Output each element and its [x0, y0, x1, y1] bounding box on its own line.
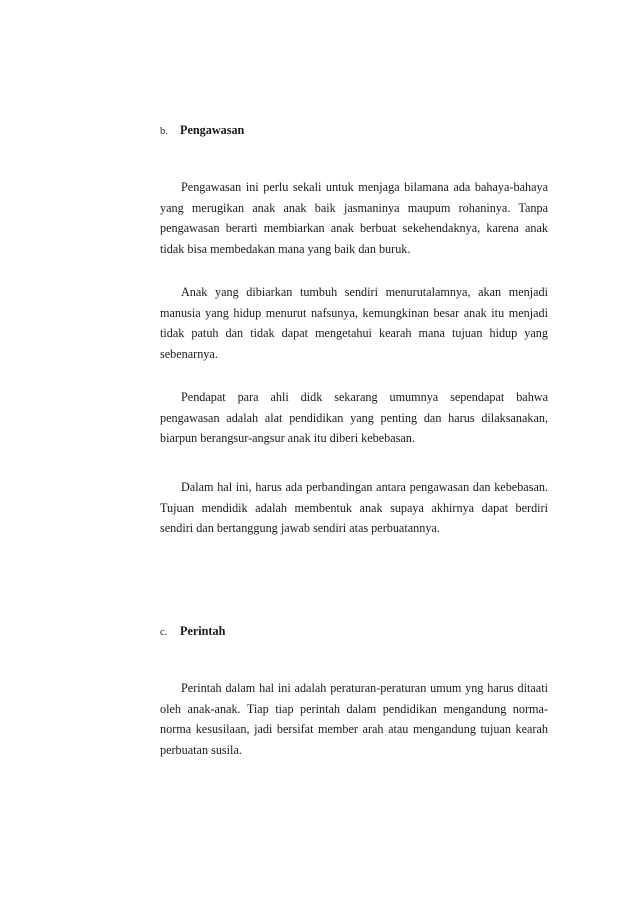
paragraph: Anak yang dibiarkan tumbuh sendiri menurutalamnya, akan menjadi manusia yang hidup menurut nafsunya, kemungkinan besar anak itu menjadi tidak patuh dan tidak dapat mengetahui kearah mana tujuan hidup yang sebenarnya.: [160, 285, 548, 361]
heading-b: [160, 122, 244, 140]
section-marker: b.: [160, 126, 168, 137]
section-title: Pengawasan: [180, 123, 245, 137]
paragraph: Perintah dalam hal ini adalah peraturan-peraturan umum yng harus ditaati oleh anak-anak. Tiap tiap perintah dalam pendidikan mengandung norma-norma kesusilaan, jadi bersifat member arah atau mengandung tujuan kearah perbuatan susila.: [160, 681, 548, 757]
paragraph: Dalam hal ini, harus ada perbandingan antara pengawasan dan kebebasan. Tujuan mendidik adalah membentuk anak supaya akhirnya dapat berdiri sendiri dan bertanggung jawab sendiri atas perbuatannya.: [160, 480, 548, 535]
section-marker: c.: [160, 627, 168, 638]
section-title: Perintah: [180, 624, 226, 638]
paragraph: Pengawasan ini perlu sekali untuk menjaga bilamana ada bahaya-bahaya yang merugikan anak anak baik jasmaninya maupum rohaninya. Tanpa pengawasan berarti membiarkan anak berbuat sekehendaknya, karena anak tidak bisa membedakan mana yang baik dan buruk.: [160, 180, 548, 256]
paragraph: Pendapat para ahli didk sekarang umumnya sependapat bahwa pengawasan adalah alat pendidikan yang penting dan harus dilaksanakan, biarpun berangsur-angsur anak itu diberi kebebasan.: [160, 390, 548, 445]
heading-c: [160, 623, 225, 641]
